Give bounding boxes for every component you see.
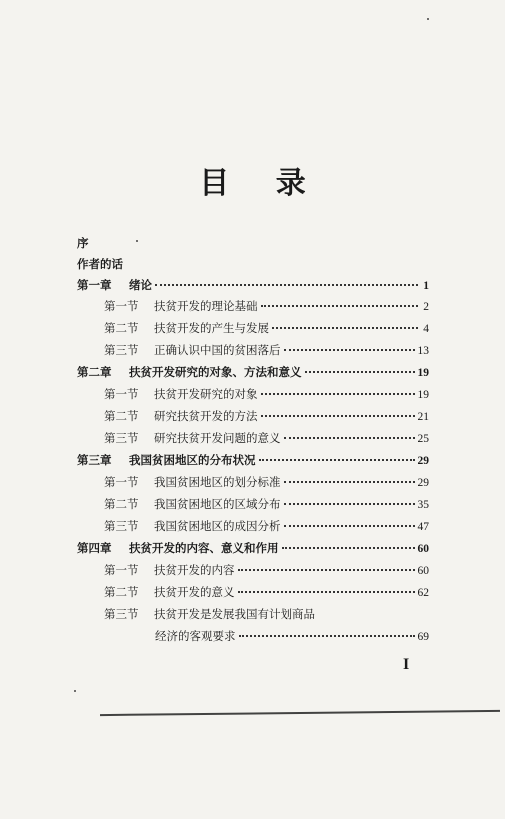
section-number: 第一节 [104,299,139,313]
section-title: 扶贫开发的产生与发展 [154,321,269,335]
dot-leader [261,393,415,395]
dot-leader [155,284,418,286]
section-number: 第二节 [104,497,139,511]
page-ref: 35 [417,499,429,511]
section-title: 扶贫开发研究的对象 [154,387,258,401]
section-title: 扶贫开发的理论基础 [154,299,258,313]
dot-leader [282,547,415,549]
section-title: 扶贫开发是发展我国有计划商品 [154,607,315,621]
chapter-number: 第一章 [77,278,112,292]
toc-chapter[interactable] [77,363,429,381]
page-ref: 69 [417,631,429,643]
section-title: 正确认识中国的贫困落后 [154,343,281,357]
dot-leader [284,481,415,483]
dot-leader [259,459,415,461]
toc-chapter[interactable] [77,539,429,557]
toc-section[interactable] [104,429,429,447]
dot-leader [239,635,415,637]
page-number: I [403,656,410,673]
section-number: 第二节 [104,585,139,599]
toc-section[interactable] [104,407,429,425]
toc-author-note[interactable]: 作者的话 [77,257,123,271]
page-ref: 4 [423,323,429,335]
page-ref: 62 [417,587,429,599]
toc-section[interactable] [104,473,429,491]
dot-leader [261,415,415,417]
dot-leader [238,569,415,571]
toc-chapter[interactable] [77,276,429,294]
page-ref: 19 [417,367,429,379]
page-ref: 60 [417,565,429,577]
section-number: 第一节 [104,475,139,489]
page-ref: 1 [423,280,429,292]
chapter-title: 绪论 [129,278,152,292]
dot-leader [284,437,415,439]
chapter-title: 我国贫困地区的分布状况 [129,453,256,467]
dot-leader [261,305,419,307]
toc-section[interactable] [104,341,429,359]
page-ref: 29 [417,455,429,467]
dot-leader [284,349,415,351]
page-ref: 29 [417,477,429,489]
page-ref: 13 [417,345,429,357]
section-title: 我国贫困地区的划分标准 [154,475,281,489]
section-title-continued: 经济的客观要求 [155,629,236,643]
section-number: 第二节 [104,321,139,335]
chapter-number: 第三章 [77,453,112,467]
page-ref: 25 [417,433,429,445]
toc-section[interactable] [104,297,429,315]
section-number: 第三节 [104,343,139,357]
toc-section[interactable] [104,319,429,337]
section-title: 扶贫开发的意义 [154,585,235,599]
section-number: 第三节 [104,519,139,533]
toc-section[interactable] [104,517,429,535]
section-title: 研究扶贫开发问题的意义 [154,431,281,445]
toc-section[interactable] [104,495,429,513]
section-number: 第三节 [104,607,139,621]
section-number: 第二节 [104,409,139,423]
section-title: 扶贫开发的内容 [154,563,235,577]
chapter-title: 扶贫开发的内容、意义和作用 [129,541,279,555]
page-ref: 47 [417,521,429,533]
toc-section[interactable] [104,605,429,623]
dot-leader [305,371,415,373]
section-number: 第一节 [104,563,139,577]
page-ref: 2 [423,301,429,313]
dot-leader [272,327,418,329]
toc-section[interactable] [104,583,429,601]
scan-speck [427,18,429,20]
toc-section[interactable] [104,561,429,579]
toc-chapter[interactable] [77,451,429,469]
section-title: 研究扶贫开发的方法 [154,409,258,423]
chapter-number: 第二章 [77,365,112,379]
section-title: 我国贫困地区的区域分布 [154,497,281,511]
bottom-rule [100,710,500,716]
chapter-title: 扶贫开发研究的对象、方法和意义 [129,365,302,379]
dot-leader [284,525,415,527]
section-title: 我国贫困地区的成因分析 [154,519,281,533]
page-ref: 21 [417,411,429,423]
page-ref: 19 [417,389,429,401]
dot-leader [238,591,415,593]
toc-section[interactable] [104,385,429,403]
scan-speck [74,690,76,692]
scan-speck [136,240,138,242]
section-number: 第一节 [104,387,139,401]
page-ref: 60 [417,543,429,555]
page-title: 目 录 [199,166,324,201]
toc-section-continuation[interactable] [155,627,429,645]
section-number: 第三节 [104,431,139,445]
chapter-number: 第四章 [77,541,112,555]
toc-preface[interactable]: 序 [77,236,89,250]
dot-leader [284,503,415,505]
